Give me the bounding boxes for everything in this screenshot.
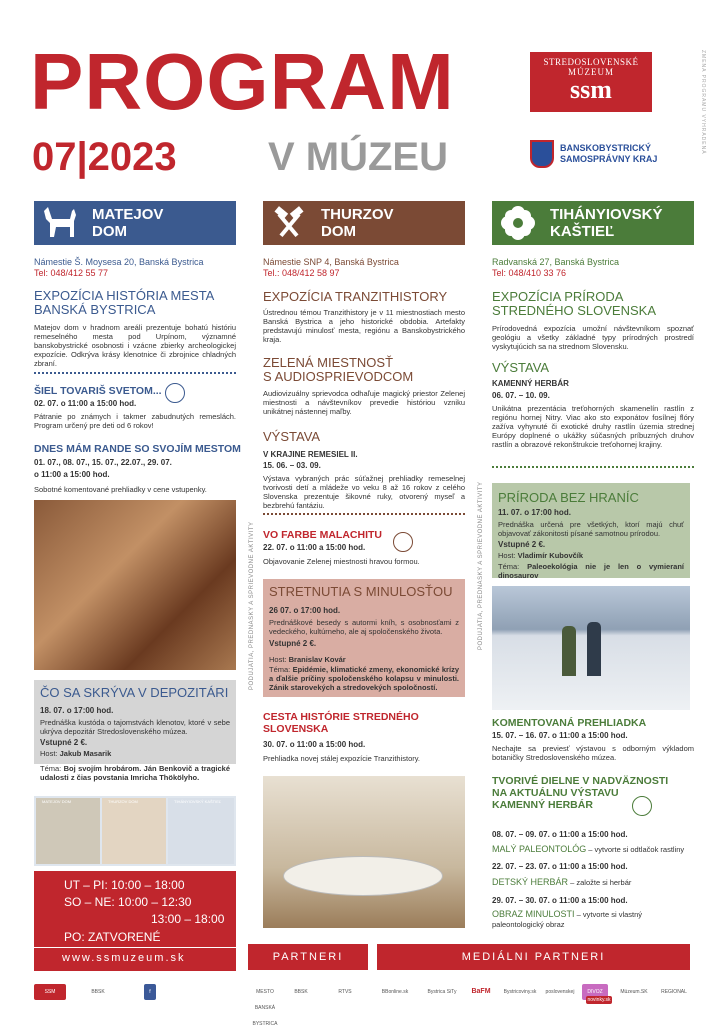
website-link[interactable]: www.ssmuzeum.sk <box>62 952 186 964</box>
footer-logos <box>34 978 694 1027</box>
col2-exhibition-photo <box>263 776 465 928</box>
col2-event2-title: STRETNUTIA S MINULOSŤOU <box>269 584 453 599</box>
col3-workshop1-text: – vytvorte si odtlačok rastliny <box>586 845 685 854</box>
col1-event3-topic-label: Téma: <box>40 764 62 773</box>
col3-exhibition-name: KAMENNÝ HERBÁR <box>492 379 569 388</box>
col1-address-block <box>34 257 236 279</box>
footer-logo-3[interactable]: f <box>144 984 156 1000</box>
kids-smiley-icon <box>632 796 652 816</box>
col3-event2-date: 15. 07. – 16. 07. o 11:00 a 15:00 hod. <box>492 731 628 740</box>
col3-workshop3-text-l1: – vytvorte si vlastný <box>574 910 643 919</box>
col1-event3-host: Jakub Masarik <box>59 749 112 758</box>
bbsk-line2: SAMOSPRÁVNY KRAJ <box>560 154 658 164</box>
col2-address-block <box>263 257 465 279</box>
footer-logo-11[interactable]: poslovenskej <box>545 989 575 995</box>
col3-dotted-divider <box>492 466 694 468</box>
col3-workshop1-date: 08. 07. – 09. 07. o 11:00 a 15:00 hod. <box>492 830 628 839</box>
col1-event2-date-l1: 01. 07., 08. 07., 15. 07., 22.07., 29. 07. <box>34 458 172 467</box>
col3-address: Radvanská 27, Banská Bystrica <box>492 257 620 267</box>
flower-icon <box>498 205 538 241</box>
hours-tue-fri: UT – PI: 10:00 – 18:00 <box>64 878 185 892</box>
col3-event1-date: 11. 07. o 17:00 hod. <box>498 508 571 517</box>
col3-event2-title: KOMENTOVANÁ PREHLIADKA <box>492 717 647 729</box>
photo-label-2: THURZOV DOM <box>108 799 138 804</box>
col2-green-room-text: Audiovizuálny sprievodca odhaľuje magický priestor Zelenej miestnosti a návštevníkov prevedie históriou vzniku unikátnej nástennej maľby. <box>263 389 465 416</box>
ssm-logo-line1: STREDOSLOVENSKÉ <box>543 57 639 67</box>
col2-event1-text: Objavovanie Zelenej miestnosti hravou formou. <box>263 557 420 566</box>
col3-event1-topic: Paleoekológia nie je len o vymieraní dinosaurov <box>498 562 684 580</box>
footer-logo-8[interactable]: Bystrica SiTy <box>427 989 457 995</box>
col2-expo-text: Ústrednou témou Tranzithistory je v 11 miestnostiach mesto Banská Bystrica a jeho historické obdobia. Artefakty predstavujú minulosť mesta, regiónu a Banskobystrického kraja. <box>263 308 465 344</box>
kids-smiley-icon <box>393 532 413 552</box>
page-subtitle: V MÚZEU <box>268 135 448 179</box>
col2-green-room-title-l2: S AUDIOSPRIEVODCOM <box>263 369 414 384</box>
col3-event3-title-l2: NA AKTUÁLNU VÝSTAVU <box>492 787 619 799</box>
col1-expo-title-l1: EXPOZÍCIA HISTÓRIA MESTA <box>34 288 215 303</box>
page-title: PROGRAM <box>30 37 455 126</box>
col2-event3-title-l2: SLOVENSKA <box>263 723 329 735</box>
col2-event2-text: Prednáškové besedy s autormi kníh, s osobnosťami z vedeckého, kultúrneho, ale aj spoločenského života. <box>269 618 459 636</box>
col3-vertical-label: PODUJATIA, PREDNÁŠKY A SPRIEVODNÉ AKTIVITY <box>478 481 484 650</box>
col3-workshop3-name: OBRAZ MINULOSTI <box>492 909 575 919</box>
footer-logo-2[interactable]: BBSK <box>91 989 105 995</box>
col2-event3-title-l1: CESTA HISTÓRIE STREDNÉHO <box>263 711 419 723</box>
col3-event2-text: Nechajte sa previesť výstavou s odborným výkladom botaničky Stredoslovenského múzea. <box>492 744 694 762</box>
col3-name-l1: TIHÁNYIOVSKÝ <box>550 206 663 223</box>
footer-logo-9[interactable]: BaFM <box>471 988 491 995</box>
col2-event1-title: VO FARBE MALACHITU <box>263 529 382 541</box>
footer-logo-5[interactable]: BBSK <box>294 989 308 995</box>
col1-event2-text: Sobotné komentované prehliadky v cene vstupenky. <box>34 485 207 494</box>
col1-event2-title: DNES MÁM RANDE SO SVOJÍM MESTOM <box>34 443 241 455</box>
col3-expo-title-l1: EXPOZÍCIA PRÍRODA <box>492 289 624 304</box>
footer-logo-12[interactable]: DIVOZ <box>582 984 608 1000</box>
footer-logo-6[interactable]: RTVS <box>338 989 352 995</box>
header-tihanyiovsky-kastiel <box>492 201 694 245</box>
hours-mon: PO: ZATVORENÉ <box>64 930 161 944</box>
col3-event3-title-l1: TVORIVÉ DIELNE V NADVÄZNOSTI <box>492 775 669 787</box>
col2-event3-text: Prehliadka novej stálej expozície Tranzithistory. <box>263 754 421 763</box>
col1-event2-date-l2: o 11:00 a 15:00 hod. <box>34 470 110 479</box>
bbsk-line1: BANSKOBYSTRICKÝ <box>560 143 652 153</box>
col2-name-l1: THURZOV <box>321 206 394 223</box>
footer-logo-1[interactable]: SSM <box>34 984 66 1000</box>
col2-exhibition-heading: VÝSTAVA <box>263 429 321 444</box>
col3-workshop3-date: 29. 07. – 30. 07. o 11:00 a 15:00 hod. <box>492 896 628 905</box>
col1-event3-price: Vstupné 2 €. <box>40 738 88 747</box>
col3-expo-title-l2: STREDNÉHO SLOVENSKA <box>492 303 656 318</box>
col2-green-room-title <box>263 356 413 384</box>
col1-event3-topic: Boj svojím hrobárom. Ján Benkovič a tragické udalosti z čias povstania Imricha Thökölyho. <box>40 764 230 782</box>
col3-workshop3-text-l2: paleontologický obraz <box>492 920 565 929</box>
horse-icon <box>40 205 80 241</box>
program-date: 07|2023 <box>32 135 177 179</box>
footer-logo-4[interactable]: MESTO BANSKÁ BYSTRICA <box>252 989 278 1027</box>
col2-exhibition-date: 15. 06. – 03. 09. <box>263 461 321 470</box>
photo-label-1: MATEJOV DOM <box>42 799 72 804</box>
col2-expo-title: EXPOZÍCIA TRANZITHISTORY <box>263 289 448 304</box>
col1-event1-date: 02. 07. o 11:00 a 15:00 hod. <box>34 399 137 408</box>
header-thurzov-dom <box>263 201 465 245</box>
footer-logo-7[interactable]: BBonline.sk <box>381 989 409 995</box>
col3-workshop2-date: 22. 07. – 23. 07. o 11:00 a 15:00 hod. <box>492 862 628 871</box>
col3-event1-host-label: Host: <box>498 551 516 560</box>
col2-address: Námestie SNP 4, Banská Bystrica <box>263 257 399 267</box>
col3-event1-box <box>492 483 690 578</box>
col3-address-block <box>492 257 694 279</box>
footer-logo-13[interactable]: novinky.sk <box>587 997 611 1003</box>
footer-logo-15[interactable]: REGIONAL <box>661 989 687 995</box>
col1-treasury-photo <box>34 500 236 670</box>
col1-expo-title <box>34 289 236 317</box>
col1-dotted-divider <box>34 372 236 374</box>
col3-event3-title-l3: KAMENNÝ HERBÁR <box>492 799 593 811</box>
hammers-icon <box>269 205 309 241</box>
col2-event3-date: 30. 07. o 11:00 a 15:00 hod. <box>263 740 366 749</box>
partners-bar: PARTNERI <box>248 944 368 970</box>
col2-name-l2: DOM <box>321 223 356 240</box>
col3-ice-photo <box>492 586 690 710</box>
col3-exhibition-text: Unikátna prezentácia treťohorných skamenelín rastlín z regiónu hornej Nitry. Viac ako sto exponátov fosílnej flóry zažíva vyhynuté či exotické druhy rastlín územia strednej Európy doplnené o ukážky súčasných príbuzných druhov rastlín a obrazové rekonštrukcie treťohornej krajiny. <box>492 404 694 449</box>
col1-event3-title: ČO SA SKRÝVA V DEPOZITÁRI <box>40 685 229 700</box>
col1-tel: Tel: 048/412 55 77 <box>34 268 109 278</box>
col1-name-l1: MATEJOV <box>92 206 164 223</box>
media-partners-bar: MEDIÁLNI PARTNERI <box>377 944 690 970</box>
col1-expo-text: Matejov dom v hradnom areáli prezentuje bohatú históriu remeselného mesta pod Urpínom, významné banskobystrické osobnosti i vzácne zbierky archeologickej expozície. Odkrýva krásy klenotnice či zbrojnice chladných zbraní. <box>34 323 236 368</box>
col2-tel: Tel.: 048/412 58 97 <box>263 268 340 278</box>
col2-exhibition-text: Výstava vybraných prác súťažnej prehliadky remeselnej tvorivosti detí a mládeže vo veku 8 až 16 rokov z celého Slovenska prezentuje šikovné ruky, otvorený myseľ a bezbrehú fantáziu. <box>263 474 465 510</box>
col1-event3-box <box>34 680 236 764</box>
col1-event3-date: 18. 07. o 17:00 hod. <box>40 706 114 715</box>
ssm-logo-abbr: ssm <box>570 75 612 104</box>
kids-smiley-icon <box>165 383 185 403</box>
footer-logo-14[interactable]: Múzeum.SK <box>620 989 648 995</box>
col3-workshop2-name: DETSKÝ HERBÁR <box>492 877 569 887</box>
col1-event1-title: ŠIEL TOVARIŠ SVETOM... <box>34 385 162 397</box>
col3-workshop2-text: – založte si herbár <box>568 878 632 887</box>
col2-event2-host-label: Host: <box>269 655 287 664</box>
col1-event3-text: Prednáška kustóda o tajomstvách klenotov, ktoré v sebe ukrýva depozitár Stredoslovenského múzea. <box>40 718 230 736</box>
col3-exhibition-heading: VÝSTAVA <box>492 360 550 375</box>
col2-event2-topic: Epidémie, klimatické zmeny, ekonomické krízy a ďalšie príčiny spoločenského kolapsu v minulosti. Zánik starovekých a stredovekých spoločností. <box>269 665 459 692</box>
col1-address: Námestie Š. Moysesa 20, Banská Bystrica <box>34 257 204 267</box>
col2-vertical-label: PODUJATIA, PREDNÁŠKY A SPRIEVODNÉ AKTIVITY <box>249 521 255 690</box>
col3-event1-host: Vladimír Kubovčík <box>517 551 584 560</box>
col1-expo-title-l2: BANSKÁ BYSTRICA <box>34 302 156 317</box>
col2-event2-date: 26 07. o 17:00 hod. <box>269 606 341 615</box>
col3-event1-title: PRÍRODA BEZ HRANÍC <box>498 490 639 505</box>
col2-dotted-divider <box>263 513 465 515</box>
col2-event2-host: Branislav Kovár <box>288 655 346 664</box>
header-matejov-dom <box>34 201 236 245</box>
col3-tel: Tel: 048/410 33 76 <box>492 268 567 278</box>
hours-sat-sun: SO – NE: 10:00 – 12:30 <box>64 895 192 909</box>
col1-buildings-photo <box>34 796 236 866</box>
col3-workshop1-name: MALÝ PALEONTOLÓG <box>492 844 587 854</box>
col2-event1-date: 22. 07. o 11:00 a 15:00 hod. <box>263 543 366 552</box>
col1-event1-text: Pátranie po známych i takmer zabudnutých remeslách. Program určený pre deti od 6 rokov! <box>34 412 236 430</box>
col3-event1-price: Vstupné 2 €. <box>498 540 546 549</box>
col2-event2-box <box>263 579 465 697</box>
col2-event2-price: Vstupné 2 €. <box>269 639 317 648</box>
ssm-logo-line2: MÚZEUM <box>568 67 614 77</box>
footer-logo-10[interactable]: Bystricoviny.sk <box>503 989 537 995</box>
col3-expo-title <box>492 290 656 318</box>
bbsk-logo[interactable] <box>530 140 680 170</box>
bbsk-crest-icon <box>530 140 554 168</box>
photo-label-3: TIHÁNYIOVSKÝ KAŠTIEĽ <box>174 799 222 804</box>
col2-event3-title <box>263 711 419 735</box>
col2-event2-topic-label: Téma: <box>269 665 291 674</box>
hours-sat-sun-2: 13:00 – 18:00 <box>151 912 225 926</box>
col3-event1-text: Prednáška určená pre všetkých, ktorí majú chuť objavovať zákonitosti písané samotnou prírodou. <box>498 520 684 538</box>
program-change-note: ZMENA PROGRAMU VYHRADENÁ <box>700 50 706 155</box>
col1-name-l2: DOM <box>92 223 127 240</box>
col3-name-l2: KAŠTIEĽ <box>550 223 615 240</box>
col1-event3-host-label: Host: <box>40 749 58 758</box>
col2-exhibition-name: V KRAJINE REMESIEL II. <box>263 450 358 459</box>
col3-expo-text: Prírodovedná expozícia umožní návštevníkom spoznať geológiu a všetky základné typy prírodných prostredí vyskytujúcich sa na strednom Slovensku. <box>492 324 694 351</box>
col3-exhibition-date: 06. 07. – 10. 09. <box>492 391 550 400</box>
col2-green-room-title-l1: ZELENÁ MIESTNOSŤ <box>263 355 394 370</box>
ssm-logo[interactable] <box>530 52 652 112</box>
col3-event1-topic-label: Téma: <box>498 562 520 571</box>
